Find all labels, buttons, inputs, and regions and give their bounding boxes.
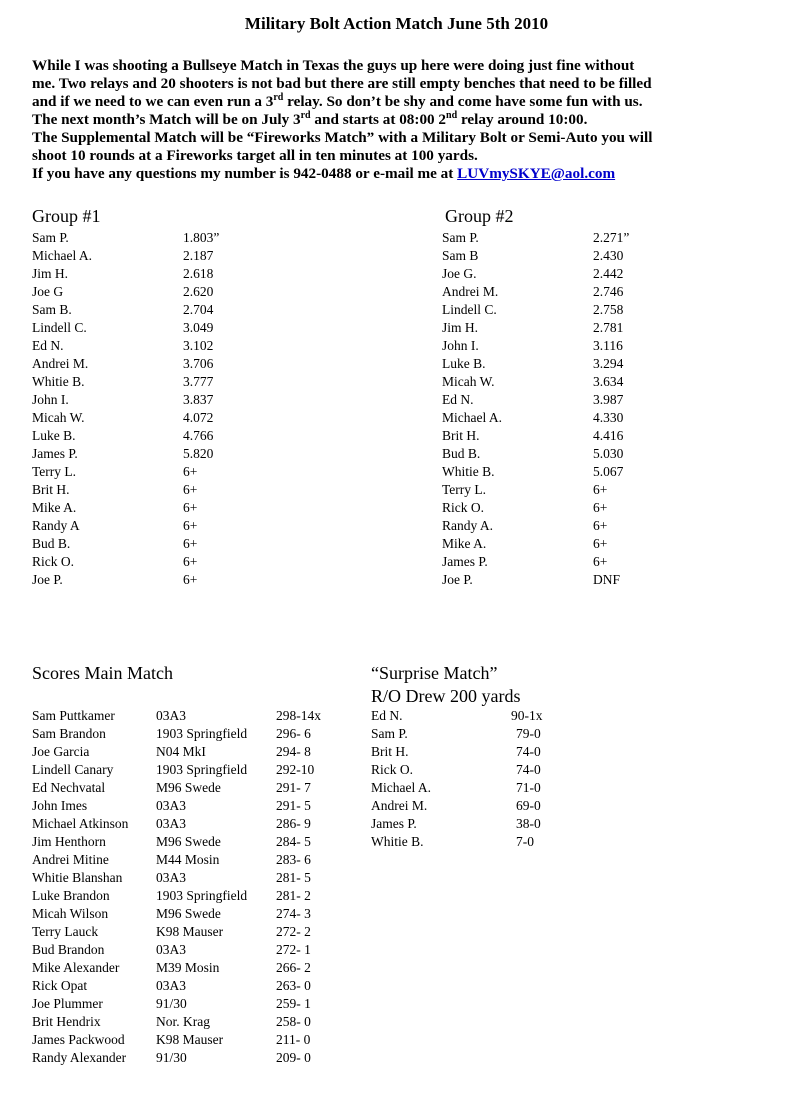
result-row (32, 481, 292, 499)
intro-text: relay around 10:00. (457, 111, 588, 128)
shooter-name: Mike Alexander (32, 960, 120, 975)
intro-paragraph (32, 57, 782, 183)
group-size: 4.330 (593, 410, 624, 425)
table-row (371, 725, 591, 743)
table-row (32, 851, 362, 869)
rifle-name: 1903 Springfield (156, 726, 248, 741)
group-size: 2.618 (183, 266, 214, 281)
table-row (32, 725, 362, 743)
intro-text: and if we need to we can even run a 3 (32, 93, 274, 110)
shooter-name: Ed N. (371, 708, 403, 723)
match-score: 296- 6 (276, 726, 311, 741)
group-size: 3.777 (183, 374, 214, 389)
rifle-name: 03A3 (156, 708, 186, 723)
shooter-name: James P. (371, 816, 417, 831)
group-size: 3.049 (183, 320, 214, 335)
table-row (32, 1013, 362, 1031)
match-score: 74-0 (516, 744, 541, 759)
shooter-name: Lindell C. (442, 302, 497, 317)
group-size: 6+ (183, 572, 198, 587)
shooter-name: Jim H. (442, 320, 479, 335)
intro-superscript: rd (273, 91, 284, 103)
shooter-name: Sam P. (32, 230, 69, 245)
group-size: 2.430 (593, 248, 624, 263)
rifle-name: Nor. Krag (156, 1014, 210, 1029)
match-score: 209- 0 (276, 1050, 311, 1065)
group-size: 6+ (183, 482, 198, 497)
group-size: 4.766 (183, 428, 214, 443)
result-row (442, 319, 702, 337)
result-row (32, 553, 292, 571)
shooter-name: Randy Alexander (32, 1050, 127, 1065)
rifle-name: 91/30 (156, 996, 187, 1011)
rifle-name: K98 Mauser (156, 1032, 224, 1047)
match-score: 298-14x (276, 708, 321, 723)
match-score: 69-0 (516, 798, 541, 813)
result-row (32, 409, 292, 427)
rifle-name: 03A3 (156, 816, 186, 831)
group-size: 6+ (183, 536, 198, 551)
intro-line (32, 111, 782, 129)
table-row (32, 1031, 362, 1049)
rifle-name: 03A3 (156, 978, 186, 993)
table-row (32, 743, 362, 761)
shooter-name: Luke Brandon (32, 888, 110, 903)
rifle-name: M39 Mosin (156, 960, 220, 975)
match-score: 263- 0 (276, 978, 311, 993)
rifle-name: M44 Mosin (156, 852, 220, 867)
result-row (442, 517, 702, 535)
shooter-name: Sam B. (32, 302, 72, 317)
shooter-name: Terry L. (32, 464, 77, 479)
intro-superscript: rd (300, 109, 311, 121)
shooter-name: Rick O. (32, 554, 74, 569)
shooter-name: Joe P. (442, 572, 473, 587)
shooter-name: Michael A. (442, 410, 502, 425)
shooter-name: Andrei M. (32, 356, 89, 371)
group-size: 4.072 (183, 410, 214, 425)
intro-text: and starts at 08:00 2 (310, 111, 447, 128)
group-size: 6+ (183, 554, 198, 569)
shooter-name: Bud B. (442, 446, 481, 461)
shooter-name: Sam P. (442, 230, 479, 245)
table-row (371, 743, 591, 761)
match-score: 281- 2 (276, 888, 311, 903)
match-score: 211- 0 (276, 1032, 311, 1047)
result-row (32, 535, 292, 553)
group-size: 3.706 (183, 356, 214, 371)
shooter-name: Jim H. (32, 266, 69, 281)
match-score: 272- 1 (276, 942, 311, 957)
shooter-name: Terry Lauck (32, 924, 99, 939)
group1-heading: Group #1 (32, 206, 101, 226)
result-row (32, 301, 292, 319)
table-row (371, 815, 591, 833)
result-row (32, 445, 292, 463)
result-row (442, 535, 702, 553)
group-size: 2.187 (183, 248, 214, 263)
shooter-name: Michael Atkinson (32, 816, 129, 831)
shooter-name: Brit H. (32, 482, 70, 497)
group-size: 5.067 (593, 464, 624, 479)
surprise-match-table (371, 707, 591, 851)
group-size: 1.803” (183, 230, 220, 245)
shooter-name: Bud B. (32, 536, 71, 551)
shooter-name: John I. (32, 392, 69, 407)
rifle-name: 91/30 (156, 1050, 187, 1065)
result-row (442, 427, 702, 445)
rifle-name: 03A3 (156, 942, 186, 957)
result-row (442, 373, 702, 391)
group1-list (32, 229, 292, 589)
match-score: 291- 7 (276, 780, 311, 795)
table-row (32, 833, 362, 851)
group-size: 5.820 (183, 446, 214, 461)
result-row (442, 355, 702, 373)
result-row (442, 445, 702, 463)
rifle-name: 1903 Springfield (156, 762, 248, 777)
shooter-name: Sam Puttkamer (32, 708, 115, 723)
page-title: Military Bolt Action Match June 5th 2010 (244, 14, 549, 33)
shooter-name: Joe P. (32, 572, 63, 587)
shooter-name: Andrei M. (371, 798, 428, 813)
result-row (32, 355, 292, 373)
result-row (442, 571, 702, 589)
result-row (32, 229, 292, 247)
table-row (32, 959, 362, 977)
shooter-name: Randy A. (442, 518, 494, 533)
result-row (32, 265, 292, 283)
rifle-name: 03A3 (156, 870, 186, 885)
intro-line: shoot 10 rounds at a Fireworks target all in ten minutes at 100 yards. (32, 147, 478, 164)
rifle-name: M96 Swede (156, 834, 221, 849)
shooter-name: Joe Plummer (32, 996, 103, 1011)
result-row (32, 319, 292, 337)
group-size: 3.987 (593, 392, 624, 407)
group-size: 3.837 (183, 392, 214, 407)
shooter-name: Ed Nechvatal (32, 780, 106, 795)
result-row (32, 247, 292, 265)
email-link[interactable]: LUVmySKYE@aol.com (457, 165, 616, 182)
match-score: 274- 3 (276, 906, 311, 921)
group-size: 2.704 (183, 302, 214, 317)
rifle-name: 03A3 (156, 798, 186, 813)
result-row (32, 571, 292, 589)
shooter-name: James Packwood (32, 1032, 125, 1047)
group-size: 6+ (183, 500, 198, 515)
intro-line: While I was shooting a Bullseye Match in Texas the guys up here were doing just fine without (32, 57, 635, 74)
match-score: 71-0 (516, 780, 541, 795)
group-size: 6+ (593, 554, 608, 569)
shooter-name: Rick O. (371, 762, 413, 777)
shooter-name: Terry L. (442, 482, 487, 497)
match-score: 79-0 (516, 726, 541, 741)
group-size: 2.271” (593, 230, 630, 245)
shooter-name: Joe G (32, 284, 64, 299)
rifle-name: M96 Swede (156, 906, 221, 921)
intro-line (32, 93, 782, 111)
match-score: 292-10 (276, 762, 315, 777)
match-score: 7-0 (516, 834, 534, 849)
shooter-name: Ed N. (442, 392, 474, 407)
intro-text: If you have any questions my number is 942-0488 or e-mail me at (32, 165, 458, 182)
group-size: 3.116 (593, 338, 623, 353)
intro-text: The next month’s Match will be on July 3 (32, 111, 301, 128)
shooter-name: Brit H. (442, 428, 480, 443)
result-row (442, 301, 702, 319)
result-row (442, 265, 702, 283)
match-score: 286- 9 (276, 816, 311, 831)
surprise-match-heading: “Surprise Match” (371, 663, 498, 683)
result-row (32, 391, 292, 409)
shooter-name: Joe Garcia (32, 744, 90, 759)
result-row (442, 553, 702, 571)
shooter-name: Lindell Canary (32, 762, 114, 777)
match-score: 259- 1 (276, 996, 311, 1011)
result-row (442, 463, 702, 481)
group-size: 6+ (593, 482, 608, 497)
shooter-name: James P. (442, 554, 488, 569)
group-size: 4.416 (593, 428, 624, 443)
shooter-name: Brit H. (371, 744, 409, 759)
result-row (32, 517, 292, 535)
result-row (442, 337, 702, 355)
shooter-name: James P. (32, 446, 78, 461)
main-match-heading: Scores Main Match (32, 663, 173, 683)
result-row (442, 499, 702, 517)
table-row (32, 1049, 362, 1067)
shooter-name: Micah W. (32, 410, 85, 425)
rifle-name: N04 MkI (156, 744, 206, 759)
main-match-table (32, 707, 362, 1067)
result-row (442, 409, 702, 427)
result-row (442, 283, 702, 301)
shooter-name: Whitie Blanshan (32, 870, 123, 885)
shooter-name: Luke B. (442, 356, 486, 371)
match-score: 258- 0 (276, 1014, 311, 1029)
shooter-name: Whitie B. (371, 834, 424, 849)
rifle-name: 1903 Springfield (156, 888, 248, 903)
intro-line: me. Two relays and 20 shooters is not bad but there are still empty benches that need to be filled (32, 75, 652, 92)
result-row (32, 463, 292, 481)
group2-list (442, 229, 702, 589)
result-row (442, 247, 702, 265)
surprise-match-subheading: R/O Drew 200 yards (371, 686, 521, 706)
shooter-name: Ed N. (32, 338, 64, 353)
group2-heading: Group #2 (445, 206, 514, 226)
group-size: 2.620 (183, 284, 214, 299)
match-score: 38-0 (516, 816, 541, 831)
result-row (32, 499, 292, 517)
group-size: 3.102 (183, 338, 214, 353)
table-row (32, 761, 362, 779)
shooter-name: Michael A. (32, 248, 92, 263)
match-score: 294- 8 (276, 744, 311, 759)
group-size: 5.030 (593, 446, 624, 461)
shooter-name: Sam Brandon (32, 726, 106, 741)
result-row (442, 481, 702, 499)
shooter-name: Michael A. (371, 780, 431, 795)
shooter-name: Andrei M. (442, 284, 499, 299)
group-size: 3.634 (593, 374, 624, 389)
group-size: 2.758 (593, 302, 624, 317)
group-size: 6+ (593, 518, 608, 533)
match-score: 90-1x (511, 708, 543, 723)
shooter-name: Sam P. (371, 726, 408, 741)
match-score: 281- 5 (276, 870, 311, 885)
shooter-name: Brit Hendrix (32, 1014, 101, 1029)
shooter-name: Lindell C. (32, 320, 87, 335)
shooter-name: John I. (442, 338, 479, 353)
table-row (32, 923, 362, 941)
shooter-name: Bud Brandon (32, 942, 105, 957)
shooter-name: Micah W. (442, 374, 495, 389)
match-score: 284- 5 (276, 834, 311, 849)
result-row (442, 229, 702, 247)
table-row (371, 779, 591, 797)
table-row (32, 797, 362, 815)
shooter-name: Luke B. (32, 428, 76, 443)
shooter-name: Mike A. (442, 536, 487, 551)
intro-superscript: nd (446, 109, 458, 121)
intro-text: relay. So don’t be shy and come have some fun with us. (283, 93, 643, 110)
table-row (32, 887, 362, 905)
table-row (32, 977, 362, 995)
table-row (32, 869, 362, 887)
shooter-name: Rick O. (442, 500, 484, 515)
shooter-name: Jim Henthorn (32, 834, 106, 849)
intro-line: The Supplemental Match will be “Fireworks Match” with a Military Bolt or Semi-Auto you will (32, 129, 653, 146)
intro-line (32, 165, 782, 183)
table-row (32, 779, 362, 797)
match-score: 266- 2 (276, 960, 311, 975)
shooter-name: Whitie B. (32, 374, 85, 389)
shooter-name: Micah Wilson (32, 906, 109, 921)
group-size: 6+ (593, 500, 608, 515)
result-row (32, 373, 292, 391)
group-size: 2.442 (593, 266, 624, 281)
shooter-name: Mike A. (32, 500, 77, 515)
rifle-name: M96 Swede (156, 780, 221, 795)
shooter-name: Sam B (442, 248, 479, 263)
table-row (371, 761, 591, 779)
table-row (32, 815, 362, 833)
shooter-name: Andrei Mitine (32, 852, 109, 867)
match-score: 272- 2 (276, 924, 311, 939)
table-row (32, 941, 362, 959)
rifle-name: K98 Mauser (156, 924, 224, 939)
table-row (371, 707, 591, 725)
result-row (442, 391, 702, 409)
group-size: 3.294 (593, 356, 624, 371)
group-size: 6+ (183, 464, 198, 479)
result-row (32, 427, 292, 445)
shooter-name: Joe G. (442, 266, 477, 281)
table-row (371, 797, 591, 815)
group-size: 2.781 (593, 320, 624, 335)
table-row (371, 833, 591, 851)
table-row (32, 905, 362, 923)
shooter-name: Rick Opat (32, 978, 88, 993)
group-size: 2.746 (593, 284, 624, 299)
shooter-name: Whitie B. (442, 464, 495, 479)
shooter-name: John Imes (32, 798, 88, 813)
group-size: 6+ (183, 518, 198, 533)
match-score: 74-0 (516, 762, 541, 777)
result-row (32, 337, 292, 355)
table-row (32, 707, 362, 725)
group-size: DNF (593, 572, 621, 587)
match-score: 291- 5 (276, 798, 311, 813)
group-size: 6+ (593, 536, 608, 551)
match-score: 283- 6 (276, 852, 311, 867)
table-row (32, 995, 362, 1013)
result-row (32, 283, 292, 301)
shooter-name: Randy A (32, 518, 80, 533)
